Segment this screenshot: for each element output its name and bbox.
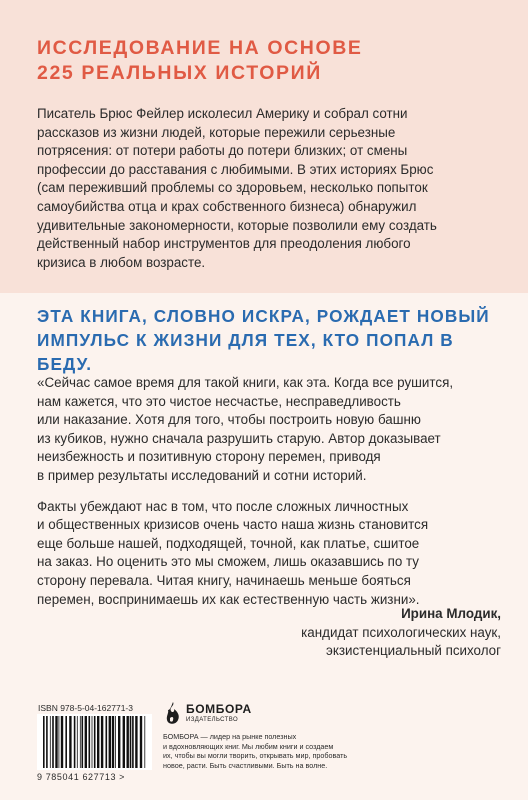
quote-line: сторону перевала. Читая книгу, начинаешь меньше бояться xyxy=(37,572,411,588)
quote-line: и общественных кризисов очень часто наша жизнь становится xyxy=(37,517,429,533)
barcode-bar xyxy=(109,716,111,768)
barcode-bar xyxy=(46,716,48,768)
publisher-line: новое, расти. Быть счастливыми. Быть на волне. xyxy=(163,760,328,770)
intro-line: потрясения: от потери работы до потери близких; от смены xyxy=(37,143,408,159)
intro-line: рассказов из жизни людей, которые пережили серьезные xyxy=(37,124,396,140)
author-title: кандидат психологических наук, xyxy=(301,624,501,640)
barcode-bar xyxy=(115,716,116,768)
top-heading xyxy=(37,36,497,86)
barcode-bar xyxy=(92,716,93,768)
barcode-bar xyxy=(123,716,125,768)
middle-heading-line: ИМПУЛЬС К ЖИЗНИ ДЛЯ ТЕХ, КТО ПОПАЛ В БЕДУ. xyxy=(37,330,454,374)
intro-line: кризиса в любом возрасте. xyxy=(37,254,206,270)
intro-line: самоубийства отца и крах собственного бизнеса) обнаружил xyxy=(37,198,417,214)
barcode-bar xyxy=(85,716,87,768)
barcode-bar xyxy=(112,716,114,768)
quote-paragraph xyxy=(37,374,505,486)
barcode-bar xyxy=(132,716,134,768)
publisher-logo xyxy=(163,700,283,728)
barcode-bar xyxy=(144,716,145,768)
logo-name: БОМБОРА xyxy=(186,702,252,716)
barcode xyxy=(37,714,152,770)
quote-line: в пример результаты исследований и сотни историй. xyxy=(37,467,367,483)
publisher-line: БОМБОРА — лидер на рынке полезных xyxy=(163,732,297,741)
middle-heading xyxy=(37,304,507,376)
top-heading-line: 225 РЕАЛЬНЫХ ИСТОРИЙ xyxy=(37,62,322,84)
barcode-bar xyxy=(69,716,71,768)
barcode-bar xyxy=(43,716,45,768)
barcode-bar xyxy=(94,716,96,768)
quote-line: Факты убеждают нас в том, что после сложных личностных xyxy=(37,498,409,514)
quote-line: на заказ. Но оценить это мы сможем, лишь оказавшись по ту xyxy=(37,554,419,570)
quote-line: неизбежность и позитивную сторону перемен, приводя xyxy=(37,449,381,465)
barcode-bar xyxy=(52,716,54,768)
barcode-bar xyxy=(127,716,129,768)
barcode-bar xyxy=(106,716,108,768)
quote-line: нам кажется, что это чистое несчастье, несправедливость xyxy=(37,393,401,409)
isbn-label: ISBN 978-5-04-162771-3 xyxy=(38,703,133,713)
intro-line: Писатель Брюс Фейлер исколесил Америку и собрал сотни xyxy=(37,106,408,121)
logo-subtitle: ИЗДАТЕЛЬСТВО xyxy=(186,717,239,723)
barcode-bar xyxy=(65,716,67,768)
barcode-bar xyxy=(77,716,78,768)
intro-line: (сам переживший проблемы со здоровьем, несколько попыток xyxy=(37,180,428,196)
barcode-bar xyxy=(55,716,57,768)
barcode-bar xyxy=(101,716,103,768)
quote-paragraph xyxy=(37,498,505,610)
author-title: экзистенциальный психолог xyxy=(325,643,501,659)
review-quote xyxy=(37,374,505,621)
quote-line: или наказание. Хотя для того, чтобы построить новую башню xyxy=(37,412,421,428)
intro-line: действенный набор инструментов для преодоления любого xyxy=(37,236,411,252)
quote-line: еще больше нашей, подходящей, точной, как платье, сшитое xyxy=(37,535,420,551)
barcode-bar xyxy=(140,716,142,768)
barcode-number: 9 785041 627713 > xyxy=(37,772,126,782)
barcode-bar xyxy=(74,716,76,768)
intro-line: профессии до расставания с любимыми. В этих историях Брюс xyxy=(37,161,434,177)
barcode-bar xyxy=(82,716,84,768)
intro-line: удивительные закономерности, которые позволили ему создать xyxy=(37,217,437,233)
quote-line: перемен, воспринимаешь их как естественную часть жизни». xyxy=(37,591,420,607)
publisher-line: и вдохновляющих книг. Мы любим книги и создаем xyxy=(163,741,334,751)
barcode-bar xyxy=(59,716,60,768)
quote-line: «Сейчас самое время для такой книги, как эта. Когда все рушится, xyxy=(37,375,454,390)
barcode-bar xyxy=(130,716,132,768)
publisher-line: их, чтобы вы могли творить, открывать мир, пробовать xyxy=(163,751,348,761)
barcode-bar xyxy=(135,716,137,768)
barcode-bar xyxy=(80,716,81,768)
quote-line: из кубиков, нужно сначала разрушить старую. Автор доказывает xyxy=(37,430,441,446)
barcode-bar xyxy=(118,716,120,768)
barcode-bar xyxy=(50,716,51,768)
middle-heading-line: ЭТА КНИГА, СЛОВНО ИСКРА, РОЖДАЕТ НОВЫЙ xyxy=(37,306,490,326)
bombora-logo-icon xyxy=(163,701,183,727)
quote-author xyxy=(301,605,501,661)
author-name: Ирина Млодик, xyxy=(401,606,501,621)
barcode-bar xyxy=(61,716,63,768)
intro-paragraph xyxy=(37,105,499,272)
barcode-bars xyxy=(41,716,148,768)
barcode-bar xyxy=(97,716,99,768)
top-heading-line: ИССЛЕДОВАНИЕ НА ОСНОВЕ xyxy=(37,37,363,59)
barcode-bar xyxy=(89,716,91,768)
publisher-description xyxy=(163,732,363,770)
